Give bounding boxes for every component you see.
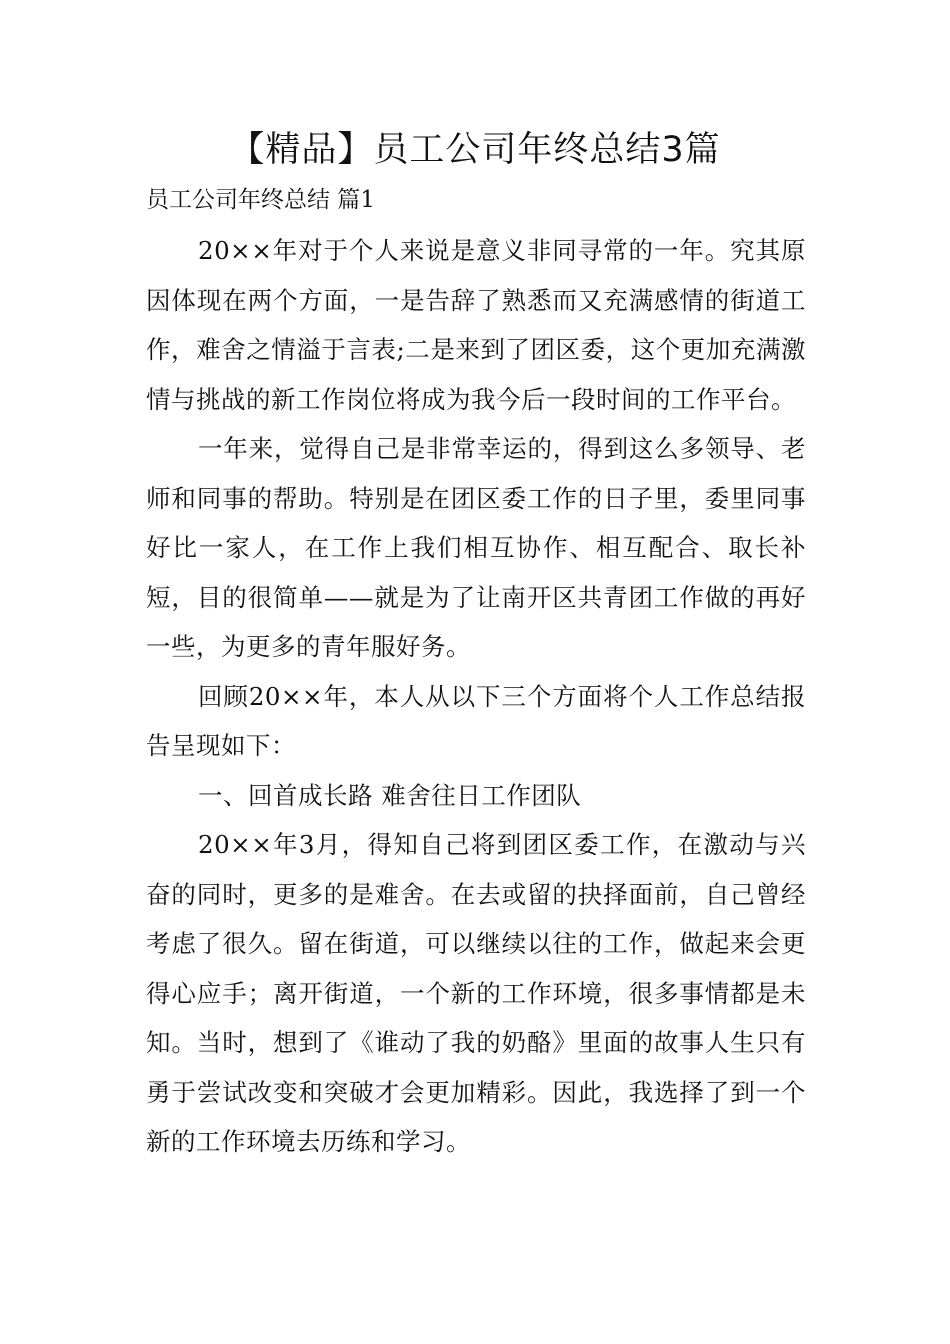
document-body [146, 226, 806, 1167]
paragraph-intro: 20××年对于个人来说是意义非同寻常的一年。究其原因体现在两个方面，一是告辞了熟悉而又充满感情的街道工作，难舍之情溢于言表;二是来到了团区委，这个更加充满激情与挑战的新工作岗位将成为我今后一段时间的工作平台。 [146, 236, 806, 414]
paragraph-review: 回顾20××年，本人从以下三个方面将个人工作总结报告呈现如下： [146, 681, 806, 760]
paragraph-section-1: 20××年3月，得知自己将到团区委工作，在激动与兴奋的同时，更多的是难舍。在去或留的抉择面前，自己曾经考虑了很久。留在街道，可以继续以往的工作，做起来会更得心应手；离开街道，一个新的工作环境，很多事情都是未知。当时，想到了《谁动了我的奶酪》里面的故事人生只有勇于尝试改变和突破才会更加精彩。因此，我选择了到一个新的工作环境去历练和学习。 [146, 830, 806, 1156]
section-heading-1: 一、回首成长路 难舍往日工作团队 [198, 780, 582, 810]
paragraph-thanks: 一年来，觉得自己是非常幸运的，得到这么多领导、老师和同事的帮助。特别是在团区委工作的日子里，委里同事好比一家人，在工作上我们相互协作、相互配合、取长补短，目的很简单——就是为了让南开区共青团工作做的再好一些，为更多的青年服好务。 [146, 434, 806, 661]
document-title: 【精品】员工公司年终总结3篇 [229, 130, 721, 170]
section-subtitle: 员工公司年终总结 篇1 [146, 187, 375, 213]
